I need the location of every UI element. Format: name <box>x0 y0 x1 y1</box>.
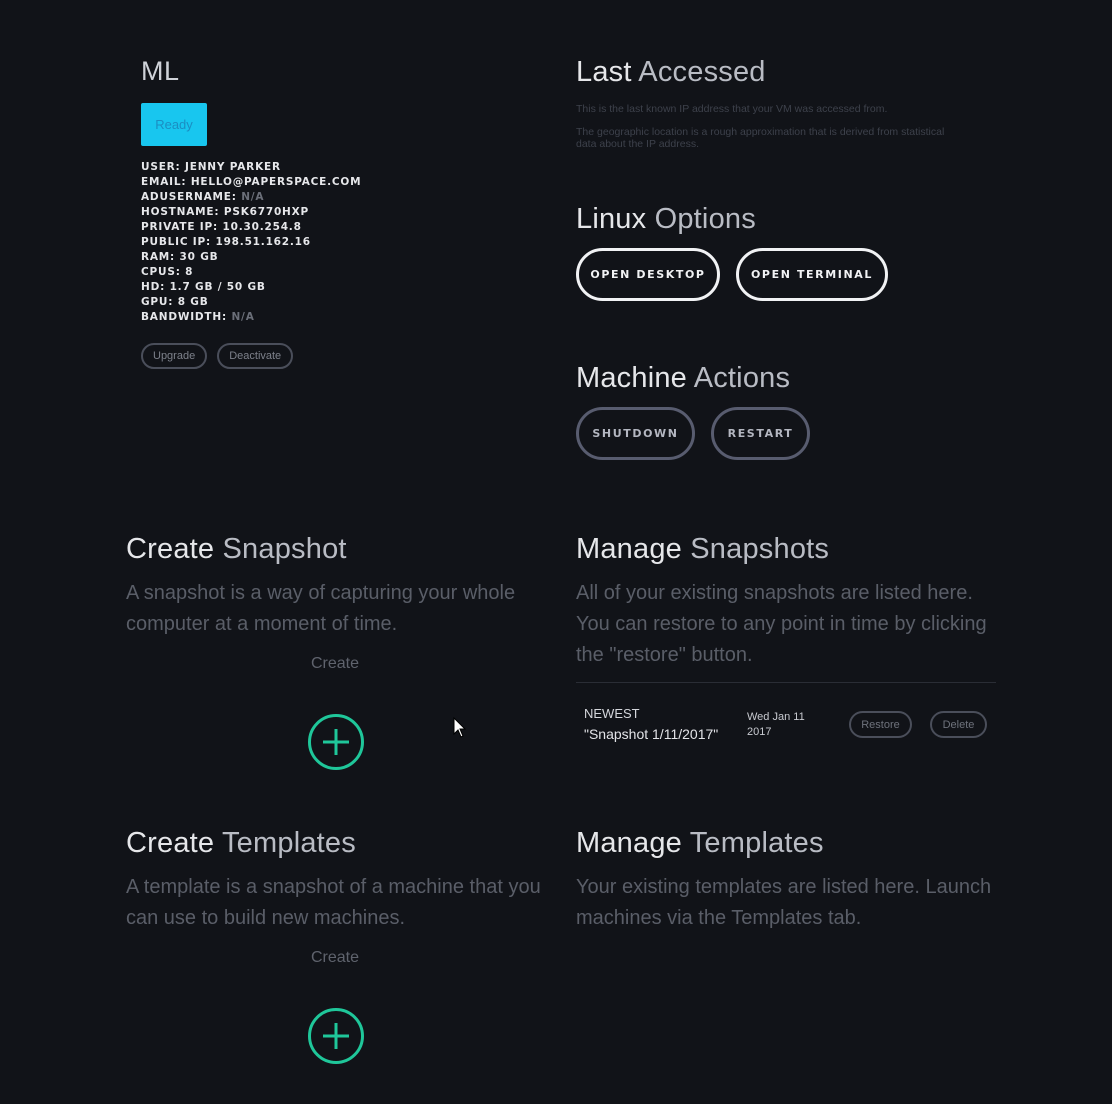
create-snapshot-label: Create <box>310 655 360 672</box>
title-light: Options <box>654 203 756 235</box>
manage-templates-description: Your existing templates are listed here. Launch machines via the Templates tab. <box>576 876 992 929</box>
title-bold: Create <box>126 533 215 565</box>
machine-specs-list <box>141 160 501 325</box>
spec-value: PSK6770HXP <box>223 206 310 218</box>
spec-value: N/A <box>231 311 255 323</box>
linux-options-buttons <box>576 248 888 301</box>
machine-info-panel <box>141 56 501 369</box>
create-template-label: Create <box>310 949 360 966</box>
snapshot-list-divider <box>576 682 996 683</box>
spec-label: USER: <box>141 161 181 173</box>
title-light: Snapshots <box>690 533 830 565</box>
spec-label: PRIVATE IP: <box>141 221 219 233</box>
spec-item <box>141 280 501 295</box>
manage-templates-section <box>576 827 1006 934</box>
last-accessed-section <box>576 56 956 150</box>
spec-item <box>141 175 501 190</box>
spec-item <box>141 265 501 280</box>
spec-label: EMAIL: <box>141 176 187 188</box>
title-bold: Linux <box>576 203 647 235</box>
create-templates-description: A template is a snapshot of a machine that you can use to build new machines. <box>126 876 541 929</box>
spec-label: BANDWIDTH: <box>141 311 227 323</box>
spec-item <box>141 295 501 310</box>
restart-button[interactable]: RESTART <box>711 407 810 460</box>
spec-item <box>141 220 501 235</box>
create-snapshot-plus-button[interactable] <box>308 714 364 770</box>
create-snapshot-section <box>126 533 546 640</box>
machine-actions-buttons <box>576 407 810 460</box>
spec-item <box>141 235 501 250</box>
machine-name: ML <box>141 56 180 86</box>
snapshot-tag: NEWEST <box>584 706 640 721</box>
title-bold: Manage <box>576 533 682 565</box>
title-light: Accessed <box>638 56 766 88</box>
spec-label: RAM: <box>141 251 176 263</box>
spec-value: JENNY PARKER <box>185 161 281 173</box>
create-snapshot-title <box>126 533 546 566</box>
spec-value: N/A <box>241 191 265 203</box>
last-accessed-note: This is the last known IP address that your VM was accessed from. <box>576 103 888 115</box>
spec-value: 1.7 GB / 50 GB <box>169 281 266 293</box>
spec-label: CPUS: <box>141 266 181 278</box>
create-templates-title <box>126 827 546 860</box>
spec-value: 30 GB <box>179 251 219 263</box>
manage-snapshots-section <box>576 533 1006 671</box>
mouse-cursor-icon <box>453 717 467 739</box>
spec-item <box>141 190 501 205</box>
spec-item <box>141 160 501 175</box>
title-light: Actions <box>693 362 791 394</box>
open-desktop-button[interactable]: OPEN DESKTOP <box>576 248 720 301</box>
spec-value: 8 <box>185 266 194 278</box>
manage-snapshots-description: All of your existing snapshots are listed here. You can restore to any point in time by clicking the "restore" button. <box>576 582 987 666</box>
open-terminal-button[interactable]: OPEN TERMINAL <box>736 248 888 301</box>
snapshot-date: Wed Jan 11 2017 <box>747 711 805 738</box>
snapshot-name: "Snapshot 1/11/2017" <box>584 726 719 742</box>
spec-item <box>141 205 501 220</box>
manage-templates-title <box>576 827 1006 860</box>
geolocation-note: The geographic location is a rough approximation that is derived from statistical data about the IP address. <box>576 126 945 150</box>
shutdown-button[interactable]: SHUTDOWN <box>576 407 695 460</box>
machine-actions-title <box>576 362 810 395</box>
spec-label: PUBLIC IP: <box>141 236 211 248</box>
spec-label: ADUSERNAME: <box>141 191 237 203</box>
title-light: Snapshot <box>222 533 347 565</box>
deactivate-button[interactable]: Deactivate <box>217 343 293 369</box>
spec-item <box>141 250 501 265</box>
spec-item <box>141 310 501 325</box>
status-badge: Ready <box>141 103 207 146</box>
restore-button[interactable]: Restore <box>849 711 912 738</box>
create-template-plus-button[interactable] <box>308 1008 364 1064</box>
spec-label: HOSTNAME: <box>141 206 220 218</box>
delete-button[interactable]: Delete <box>930 711 987 738</box>
spec-value: 198.51.162.16 <box>215 236 311 248</box>
create-snapshot-description: A snapshot is a way of capturing your whole computer at a moment of time. <box>126 582 516 635</box>
machine-actions-section <box>576 362 810 460</box>
manage-snapshots-title <box>576 533 1006 566</box>
spec-label: GPU: <box>141 296 174 308</box>
title-bold: Machine <box>576 362 688 394</box>
title-bold: Last <box>576 56 632 88</box>
machine-account-actions <box>141 343 501 369</box>
title-light: Templates <box>221 827 356 859</box>
linux-options-title <box>576 203 888 236</box>
title-light: Templates <box>689 827 824 859</box>
snapshot-row <box>584 706 996 746</box>
last-accessed-title <box>576 56 956 89</box>
upgrade-button[interactable]: Upgrade <box>141 343 207 369</box>
title-bold: Create <box>126 827 215 859</box>
spec-value: 10.30.254.8 <box>222 221 302 233</box>
spec-value: 8 GB <box>177 296 209 308</box>
spec-label: HD: <box>141 281 166 293</box>
spec-value: HELLO@PAPERSPACE.COM <box>190 176 362 188</box>
title-bold: Manage <box>576 827 682 859</box>
create-templates-section <box>126 827 546 934</box>
linux-options-section <box>576 203 888 301</box>
